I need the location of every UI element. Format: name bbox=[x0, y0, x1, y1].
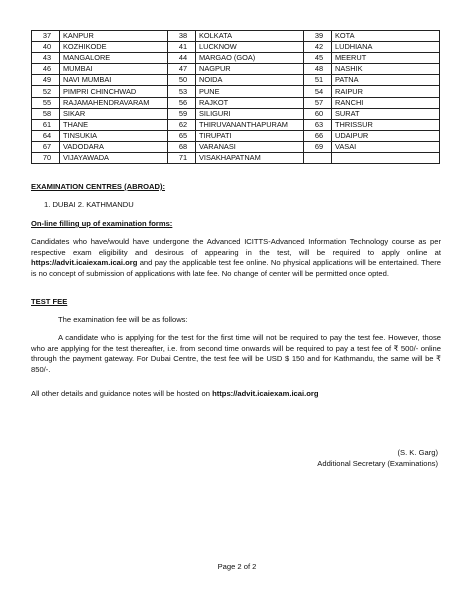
centre-city: LUDHIANA bbox=[332, 42, 440, 53]
centre-number: 61 bbox=[32, 119, 60, 130]
centre-number: 63 bbox=[304, 119, 332, 130]
table-row bbox=[32, 31, 440, 42]
centre-city bbox=[332, 153, 440, 164]
signature-title: Additional Secretary (Examinations) bbox=[317, 459, 438, 468]
abroad-heading bbox=[31, 182, 441, 193]
centre-number: 40 bbox=[32, 42, 60, 53]
centre-city: VIJAYAWADA bbox=[60, 153, 168, 164]
centre-city: TIRUPATI bbox=[196, 130, 304, 141]
fee-paragraph: A candidate who is applying for the test for the first time will not be required to pay the test fee. However, those who are applying for the test thereafter, i.e. from second time onwards will be required to pay a test fee of ₹ 500/- online through the payment gateway. For Dubai Centre, the test fee will be USD $ 150 and for Kathmandu, the same will be ₹ 850/-. bbox=[31, 333, 441, 374]
centre-city: VISAKHAPATNAM bbox=[196, 153, 304, 164]
centre-number: 56 bbox=[168, 97, 196, 108]
online-paragraph bbox=[31, 237, 441, 279]
centre-city: VARANASI bbox=[196, 141, 304, 152]
centre-number: 57 bbox=[304, 97, 332, 108]
centre-city: MEERUT bbox=[332, 53, 440, 64]
centre-number: 37 bbox=[32, 31, 60, 42]
centre-number: 60 bbox=[304, 108, 332, 119]
centre-city: NAGPUR bbox=[196, 64, 304, 75]
centre-number: 68 bbox=[168, 141, 196, 152]
centre-city: KOLKATA bbox=[196, 31, 304, 42]
centre-city: RAJKOT bbox=[196, 97, 304, 108]
centre-number: 44 bbox=[168, 53, 196, 64]
table-row bbox=[32, 119, 440, 130]
centre-city: NOIDA bbox=[196, 75, 304, 86]
centre-number: 65 bbox=[168, 130, 196, 141]
fee-intro: The examination fee will be as follows: bbox=[58, 315, 188, 324]
centre-city: MUMBAI bbox=[60, 64, 168, 75]
table-row bbox=[32, 153, 440, 164]
fee-heading-text: TEST FEE bbox=[31, 297, 68, 306]
page-number: Page 2 of 2 bbox=[217, 562, 257, 571]
centre-city: MARGAO (GOA) bbox=[196, 53, 304, 64]
online-text-1: Candidates who have/would have undergone the Advanced ICITTS-Advanced Information Technology course as per respective exam eligibility and desirous of appearing in the test, will be required to apply online at bbox=[31, 237, 441, 257]
table-row bbox=[32, 130, 440, 141]
centre-number: 55 bbox=[32, 97, 60, 108]
centre-number: 46 bbox=[32, 64, 60, 75]
exam-centres-table bbox=[31, 30, 440, 164]
centre-city: LUCKNOW bbox=[196, 42, 304, 53]
centre-number: 47 bbox=[168, 64, 196, 75]
table-row bbox=[32, 75, 440, 86]
online-url: https://advit.icaiexam.icai.org bbox=[31, 258, 138, 268]
online-heading-text: On-line filling up of examination forms: bbox=[31, 219, 173, 228]
signature-name: (S. K. Garg) bbox=[397, 448, 438, 457]
abroad-list: 1. DUBAI 2. KATHMANDU bbox=[44, 200, 134, 209]
centre-number: 53 bbox=[168, 86, 196, 97]
centre-number: 64 bbox=[32, 130, 60, 141]
centre-city: THRISSUR bbox=[332, 119, 440, 130]
centre-number: 48 bbox=[304, 64, 332, 75]
centre-number: 50 bbox=[168, 75, 196, 86]
centre-city: SIKAR bbox=[60, 108, 168, 119]
centre-city: RANCHI bbox=[332, 97, 440, 108]
centre-city: KOZHIKODE bbox=[60, 42, 168, 53]
centre-city: VASAI bbox=[332, 141, 440, 152]
centre-city: VADODARA bbox=[60, 141, 168, 152]
centre-city: PUNE bbox=[196, 86, 304, 97]
centre-number: 39 bbox=[304, 31, 332, 42]
centre-number: 38 bbox=[168, 31, 196, 42]
details-text: All other details and guidance notes will be hosted on bbox=[31, 389, 213, 398]
centre-number: 41 bbox=[168, 42, 196, 53]
details-url: https://advit.icaiexam.icai.org bbox=[212, 389, 319, 398]
centre-number: 69 bbox=[304, 141, 332, 152]
abroad-heading-text: EXAMINATION CENTRES (ABROAD): bbox=[31, 182, 166, 191]
fee-heading bbox=[31, 297, 441, 308]
table-row bbox=[32, 141, 440, 152]
centre-city: SURAT bbox=[332, 108, 440, 119]
centre-city: KANPUR bbox=[60, 31, 168, 42]
table-row bbox=[32, 53, 440, 64]
centre-city: RAIPUR bbox=[332, 86, 440, 97]
centre-number: 67 bbox=[32, 141, 60, 152]
centre-city: KOTA bbox=[332, 31, 440, 42]
table-row bbox=[32, 97, 440, 108]
centre-number: 59 bbox=[168, 108, 196, 119]
centre-number: 58 bbox=[32, 108, 60, 119]
online-heading bbox=[31, 219, 441, 230]
centre-city: PATNA bbox=[332, 75, 440, 86]
centre-number: 52 bbox=[32, 86, 60, 97]
centre-city: NASHIK bbox=[332, 64, 440, 75]
centre-city: SILIGURI bbox=[196, 108, 304, 119]
centre-city: RAJAMAHENDRAVARAM bbox=[60, 97, 168, 108]
details-line bbox=[31, 389, 441, 400]
centre-number: 71 bbox=[168, 153, 196, 164]
centre-number bbox=[304, 153, 332, 164]
centre-number: 49 bbox=[32, 75, 60, 86]
centre-number: 45 bbox=[304, 53, 332, 64]
table-row bbox=[32, 64, 440, 75]
centre-city: NAVI MUMBAI bbox=[60, 75, 168, 86]
table-row bbox=[32, 42, 440, 53]
centre-number: 62 bbox=[168, 119, 196, 130]
centre-city: MANGALORE bbox=[60, 53, 168, 64]
centre-number: 51 bbox=[304, 75, 332, 86]
centre-number: 70 bbox=[32, 153, 60, 164]
centre-number: 43 bbox=[32, 53, 60, 64]
online-text-2: and pay the applicable test fee online. No physical applications will be entertained. There is no concept of submission of applications with late fee. No change of center will be permitted once opted. bbox=[31, 258, 441, 278]
centre-city: UDAIPUR bbox=[332, 130, 440, 141]
table-row bbox=[32, 108, 440, 119]
centre-city: PIMPRI CHINCHWAD bbox=[60, 86, 168, 97]
centre-number: 54 bbox=[304, 86, 332, 97]
centre-city: THIRUVANANTHAPURAM bbox=[196, 119, 304, 130]
table-row bbox=[32, 86, 440, 97]
centre-number: 66 bbox=[304, 130, 332, 141]
centre-number: 42 bbox=[304, 42, 332, 53]
centre-city: TINSUKIA bbox=[60, 130, 168, 141]
centre-city: THANE bbox=[60, 119, 168, 130]
